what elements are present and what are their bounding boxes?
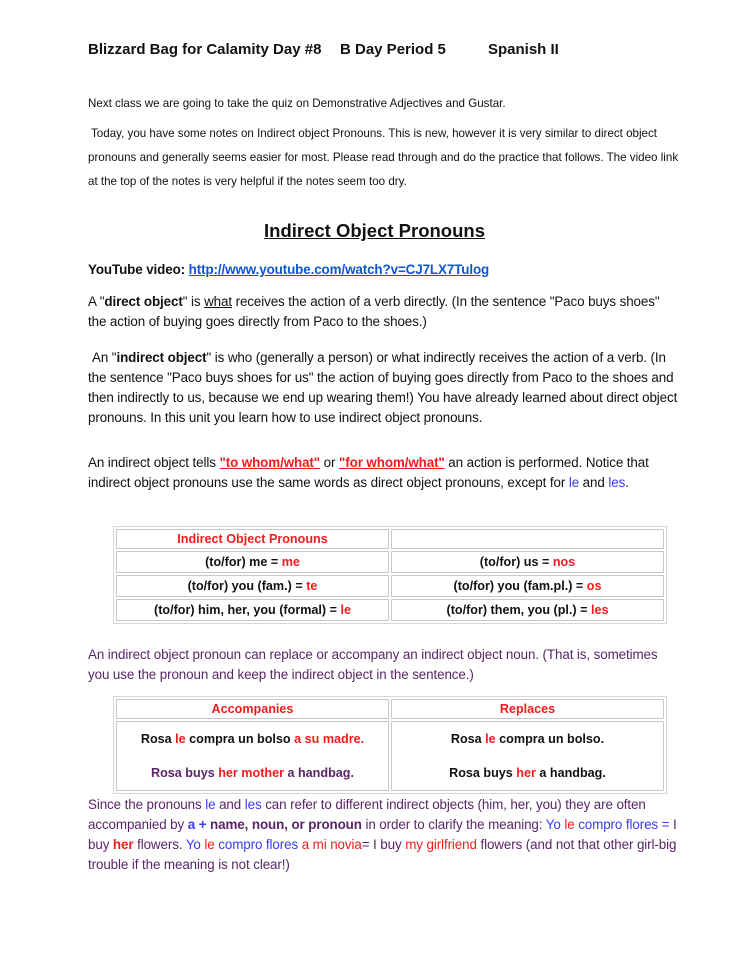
replaces-cell: Rosa le compra un bolso. Rosa buys her a handbag. xyxy=(391,721,664,791)
text: and xyxy=(579,475,609,490)
today-note: Today, you have some notes on Indirect object Pronouns. This is new, however it is very similar to direct object pronouns and generally seems easier for most. Please read through and do the practice that follows. The video link at the top of the notes is very helpful if the notes seem too dry. xyxy=(88,127,679,188)
pronoun-les: les xyxy=(608,475,626,490)
paragraph-indirect-tells xyxy=(88,453,680,493)
text: " is xyxy=(182,294,205,309)
text: an action is performed. Notice that indirect object pronouns use the same words as direct object pronouns, except for xyxy=(88,455,649,490)
pronoun-table-header: Indirect Object Pronouns xyxy=(116,529,389,549)
video-label: YouTube video: xyxy=(88,262,186,277)
for-whom-what: "for whom/what" xyxy=(339,455,445,470)
text: An indirect object tells xyxy=(88,455,220,470)
text: or xyxy=(320,455,339,470)
table-cell: (to/for) you (fam.pl.) = os xyxy=(391,575,664,597)
doc-title: Blizzard Bag for Calamity Day #8 xyxy=(88,41,322,58)
text: " is who (generally a person) or what indirectly receives the action of a verb. (In the sentence "Paco buys shoes for us" the action of buying goes directly from Paco to the shoes and then indirectly to us, because we end up wearing them!) You have already learned about direct object pronouns. In this unit you learn how to use indirect object pronouns. xyxy=(88,350,678,425)
next-class-note: Next class we are going to take the quiz on Demonstrative Adjectives and Gustar. xyxy=(88,97,506,110)
notes-heading: Indirect Object Pronouns xyxy=(264,220,485,241)
header-replaces: Replaces xyxy=(391,699,664,719)
pronoun-table xyxy=(113,526,667,624)
paragraph-indirect-object xyxy=(88,348,680,428)
table-cell: (to/for) you (fam.) = te xyxy=(116,575,389,597)
table-cell: (to/for) them, you (pl.) = les xyxy=(391,599,664,621)
empty-cell xyxy=(391,529,664,549)
term-indirect-object: indirect object xyxy=(116,350,207,365)
paragraph-direct-object xyxy=(88,292,680,332)
accompanies-cell: Rosa le compra un bolso a su madre. Rosa buys her mother a handbag. xyxy=(116,721,389,791)
video-link[interactable]: http://www.youtube.com/watch?v=CJ7LX7Tulog xyxy=(188,262,490,277)
text: A " xyxy=(88,294,105,309)
doc-day: B Day Period 5 xyxy=(340,41,446,58)
doc-course: Spanish II xyxy=(488,41,559,58)
paragraph-replace-accompany: An indirect object pronoun can replace or accompany an indirect object noun. (That is, sometimes you use the pronoun and keep the indirect object in the sentence.) xyxy=(88,647,658,682)
pronoun-le: le xyxy=(568,475,580,490)
header-accompanies: Accompanies xyxy=(116,699,389,719)
text: receives the action of a verb directly. (In the sentence "Paco buys shoes" the action of buying goes directly from Paco to the shoes.) xyxy=(88,294,660,329)
accompanies-replaces-table xyxy=(113,696,667,794)
emphasis-what: what xyxy=(204,294,232,309)
video-line xyxy=(88,260,680,280)
term-direct-object: direct object xyxy=(104,294,183,309)
table-cell: (to/for) us = nos xyxy=(391,551,664,573)
text: An " xyxy=(92,350,117,365)
table-cell: (to/for) him, her, you (formal) = le xyxy=(116,599,389,621)
paragraph-clarify-meaning: Since the pronouns le and les can refer to different indirect objects (him, her, you) they are often accompanied by a + name, noun, or pronoun in order to clarify the meaning: Yo le compro flores = I buy her flowers. Yo le compro flores a mi novia= I buy my girlfriend flowers (and not that other girl-big trouble if the meaning is not clear!) xyxy=(88,797,677,872)
text: . xyxy=(625,475,629,490)
table-cell: (to/for) me = me xyxy=(116,551,389,573)
to-whom-what: "to whom/what" xyxy=(219,455,321,470)
